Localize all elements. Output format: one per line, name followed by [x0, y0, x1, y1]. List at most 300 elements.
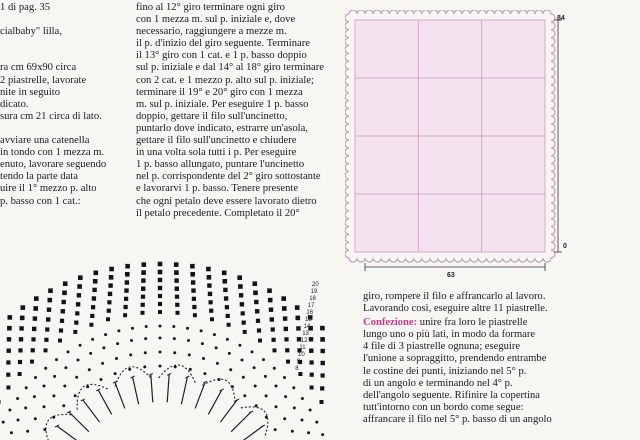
stitch-dot: [34, 376, 37, 379]
stitch-square: [158, 262, 163, 267]
stitch-stroke: [181, 377, 187, 404]
stitch-square: [207, 275, 212, 280]
stitch-square: [125, 272, 130, 277]
confezione-line-2: 4 file di 3 piastrelle ognuna; eseguire: [363, 341, 521, 353]
stitch-dot: [254, 385, 257, 388]
stitch-square: [158, 302, 162, 306]
crochet-chart: [0, 252, 340, 440]
stitch-dot: [186, 327, 189, 330]
stitch-square: [123, 313, 127, 317]
round-label: 16: [306, 310, 314, 316]
stitch-square: [270, 317, 274, 321]
right-intro-line-1: giro, rompere il filo e affrancarlo al lavoro.: [363, 291, 546, 302]
stitch-dot: [321, 433, 324, 436]
stitch-dot: [275, 385, 278, 388]
stitch-square: [8, 315, 13, 320]
petal-arc: [202, 379, 235, 403]
width-label: 63: [447, 272, 455, 279]
left-line-10: sura cm 21 circa di lato.: [0, 110, 102, 122]
stitch-square: [238, 284, 243, 289]
stitch-square: [284, 327, 288, 331]
section-heading: Confezione:: [363, 317, 418, 329]
stitch-square: [223, 288, 227, 292]
stitch-dot: [159, 365, 162, 368]
stitch-dot: [26, 430, 29, 433]
stitch-dot: [88, 368, 91, 371]
stitch-square: [78, 275, 83, 280]
stitch-dot: [16, 397, 19, 400]
stitch-square: [34, 296, 39, 301]
stitch-dot: [253, 366, 256, 369]
stitch-square: [47, 308, 51, 312]
stitch-dot: [189, 368, 192, 371]
round-label: 10: [298, 352, 305, 358]
stitch-square: [7, 337, 11, 341]
stitch-dot: [159, 351, 162, 354]
stitch-square: [309, 349, 313, 353]
stitch-square: [158, 270, 163, 275]
stitch-square: [243, 330, 247, 334]
middle-line-13: in una volta sola tutti i p. Per eseguire: [136, 147, 297, 159]
round-label: 18: [309, 296, 316, 302]
stitch-dot: [315, 421, 318, 424]
left-line-6: ra cm 69x90 circa: [0, 62, 77, 74]
confezione-line-4: le costine dei punti, iniziando nel 5° p.: [363, 365, 527, 377]
stitch-square: [207, 283, 211, 287]
stitch-square: [141, 270, 146, 275]
stitch-square: [7, 349, 11, 353]
stitch-square: [226, 314, 230, 318]
stitch-dot: [228, 352, 231, 355]
confezione-line-5: di un angolo e terminando nel 4° p.: [363, 377, 513, 389]
stitch-dot: [172, 325, 175, 328]
stitch-dot: [17, 419, 20, 422]
stitch-square: [31, 337, 35, 341]
stitch-dot: [43, 405, 46, 408]
confezione-line-7: tutt'intorno con un bordo come segue:: [363, 401, 524, 413]
stitch-dot: [273, 367, 276, 370]
stitch-square: [90, 314, 94, 318]
stitch-square: [286, 360, 290, 364]
stitch-square: [209, 300, 213, 304]
round-label: 20: [312, 282, 319, 288]
stitch-square: [310, 360, 314, 364]
stitch-square: [21, 305, 26, 310]
stitch-square: [257, 328, 261, 332]
stitch-dot: [24, 406, 27, 409]
stitch-square: [210, 317, 214, 321]
left-line-5: [0, 50, 120, 62]
stitch-dot: [145, 325, 148, 328]
stitch-dot: [216, 362, 219, 365]
left-line-3: cialbaby" lilla,: [0, 26, 62, 38]
stitch-square: [272, 338, 276, 342]
stitch-dot: [203, 372, 206, 375]
stitch-square: [107, 309, 111, 313]
middle-line-10: doppio, gettare il filo sull'uncinetto,: [136, 110, 288, 122]
left-line-2: [0, 14, 120, 26]
middle-line-8: terminare il 19° e 20° giro con 1 mezza: [136, 86, 303, 98]
stitch-dot: [242, 376, 245, 379]
left-line-9: dicato.: [0, 98, 29, 110]
stitch-square: [109, 275, 114, 280]
stitch-square: [321, 349, 325, 353]
stitch-dot: [116, 342, 119, 345]
stitch-dot: [262, 358, 265, 361]
middle-line-16: e lavorarvi 1 p. basso. Tenere presente: [136, 183, 299, 195]
stitch-stroke: [98, 390, 112, 415]
stitch-stroke: [208, 390, 222, 415]
stitch-square: [175, 295, 179, 299]
petal-arc: [159, 365, 196, 383]
round-label: 15: [305, 317, 312, 323]
stitch-square: [124, 288, 128, 292]
stitch-square: [33, 316, 37, 320]
stitch-square: [282, 306, 287, 311]
stitch-square: [125, 280, 129, 284]
stitch-square: [32, 327, 36, 331]
stitch-dot: [202, 357, 205, 360]
stitch-dot: [238, 344, 241, 347]
petal-arc: [241, 407, 268, 436]
stitch-square: [73, 330, 77, 334]
stitch-dot: [264, 375, 267, 378]
left-text-column: [0, 2, 120, 208]
stitch-square: [320, 326, 325, 331]
stitch-dot: [117, 329, 120, 332]
stitch-dot: [174, 365, 177, 368]
middle-line-12: gettare il filo sull'uncinetto e chiudere: [136, 135, 297, 147]
stitch-square: [158, 278, 162, 282]
middle-line-1: fino al 12° giro terminare ogni giro: [136, 2, 285, 13]
stitch-square: [18, 360, 22, 364]
stitch-stroke: [220, 400, 237, 422]
stitch-square: [190, 272, 195, 277]
stitch-dot: [79, 344, 82, 347]
stitch-square: [284, 337, 288, 341]
stitch-dot: [307, 431, 310, 434]
stitch-dot: [144, 351, 147, 354]
stitch-square: [191, 280, 195, 284]
left-line-1: 1 di pag. 35: [0, 2, 51, 13]
stitch-square: [44, 338, 48, 342]
stitch-dot: [74, 394, 77, 397]
stitch-stroke: [167, 374, 169, 402]
stitch-dot: [55, 358, 58, 361]
stitch-stroke: [241, 426, 264, 440]
round-label: 12: [300, 338, 308, 344]
stitch-square: [285, 348, 289, 352]
stitch-square: [30, 360, 34, 364]
stitch-dot: [115, 357, 118, 360]
round-label: 19: [310, 289, 318, 295]
stitch-stroke: [151, 374, 153, 402]
stitch-square: [240, 302, 244, 306]
stitch-square: [190, 264, 195, 269]
stitch-dot: [255, 404, 258, 407]
stitch-square: [109, 267, 114, 272]
stitch-square: [62, 300, 66, 304]
stitch-square: [271, 327, 275, 331]
middle-line-7: con 2 cat. e 1 mezzo p. alto sul p. iniziale;: [136, 74, 314, 86]
stitch-square: [320, 337, 325, 342]
round-label: 13: [302, 331, 309, 337]
stitch-square: [75, 311, 79, 315]
stitch-square: [321, 361, 325, 365]
stitch-square: [209, 309, 213, 313]
stitch-square: [92, 288, 96, 292]
stitch-square: [44, 348, 48, 352]
confezione-line-1: lungo uno o più lati, in modo da formare: [363, 329, 536, 341]
stitch-square: [239, 293, 243, 297]
stitch-square: [77, 293, 81, 297]
stitch-dot: [229, 368, 232, 371]
stitch-dot: [283, 417, 286, 420]
stitch-dot: [63, 385, 66, 388]
stitch-square: [193, 313, 197, 317]
stitch-square: [141, 311, 145, 315]
stitch-square: [6, 360, 10, 364]
stitch-square: [6, 373, 10, 377]
stitch-square: [310, 386, 314, 390]
stitch-square: [6, 386, 10, 390]
round-label: 8: [295, 366, 299, 372]
stitch-dot: [213, 333, 216, 336]
stitch-square: [92, 296, 96, 300]
stitch-square: [298, 372, 302, 376]
stitch-dot: [33, 395, 36, 398]
stitch-square: [174, 262, 179, 267]
middle-line-3: necessario, raggiungere a mezze m.: [136, 26, 287, 38]
stitch-square: [254, 300, 258, 304]
stitch-square: [62, 291, 67, 296]
stitch-dot: [53, 375, 56, 378]
stitch-dot: [67, 350, 70, 353]
left-line-8: nite in seguito: [0, 86, 61, 98]
stitch-square: [273, 348, 277, 352]
middle-line-18: il petalo precedente. Completato il 20°: [136, 207, 300, 219]
stitch-dot: [275, 405, 278, 408]
stitch-stroke: [133, 377, 139, 404]
chart-stitch-symbols: [0, 262, 325, 440]
stitch-square: [281, 296, 286, 301]
stitch-dot: [8, 409, 11, 412]
middle-line-5: il 13° giro con 1 cat. e 1 p. basso doppio: [136, 50, 307, 62]
stitch-square: [175, 303, 179, 307]
right-text-column: [363, 291, 603, 426]
stitch-square: [310, 373, 314, 377]
stitch-square: [91, 305, 95, 309]
stitch-dot: [104, 333, 107, 336]
round-label: 11: [299, 345, 306, 351]
left-line-4: [0, 38, 120, 50]
confezione-line-3: l'unione a sopraggitto, prendendo entrambe: [363, 353, 547, 365]
stitch-dot: [44, 367, 47, 370]
stitch-square: [48, 288, 53, 293]
stitch-dot: [43, 385, 46, 388]
stitch-square: [0, 400, 1, 404]
stitch-dot: [128, 368, 131, 371]
stitch-dot: [101, 362, 104, 365]
stitch-square: [320, 386, 324, 390]
stitch-square: [158, 286, 162, 290]
confezione-line-6: dell'angolo seguente. Rifinire la copertina: [363, 389, 540, 401]
stitch-square: [192, 297, 196, 301]
stitch-dot: [159, 325, 162, 328]
stitch-dot: [188, 353, 191, 356]
stitch-square: [142, 262, 147, 267]
left-line-12: avviare una catenella: [0, 135, 90, 147]
stitch-dot: [34, 417, 37, 420]
stitch-dot: [25, 386, 28, 389]
stitch-square: [18, 372, 22, 376]
stitch-dot: [144, 337, 147, 340]
stitch-square: [46, 317, 50, 321]
stitch-dot: [52, 394, 55, 397]
stitch-square: [242, 321, 246, 325]
left-line-15: tendo la parte data: [0, 171, 78, 183]
round-label: 14: [303, 324, 311, 330]
stitch-square: [174, 270, 179, 275]
stitch-stroke: [231, 412, 251, 432]
stitch-dot: [2, 421, 5, 424]
stitch-dot: [301, 419, 304, 422]
stitch-dot: [102, 346, 105, 349]
stitch-dot: [251, 350, 254, 353]
stitch-square: [224, 296, 228, 300]
stitch-square: [158, 310, 162, 314]
stitch-square: [309, 337, 313, 341]
stitch-square: [141, 278, 145, 282]
stitch-square: [48, 298, 53, 303]
stitch-square: [141, 295, 145, 299]
stitch-square: [176, 311, 180, 315]
stitch-square: [192, 305, 196, 309]
stitch-square: [108, 292, 112, 296]
middle-line-9: m. sul p. iniziale. Per eseguire 1 p. basso: [136, 98, 309, 110]
middle-text-column: [136, 2, 336, 220]
petal-arc: [77, 384, 108, 409]
stitch-square: [227, 323, 231, 327]
left-line-16: uire il 1° mezzo p. alto: [0, 183, 97, 195]
stitch-dot: [291, 430, 294, 433]
stitch-square: [19, 326, 23, 330]
stitch-square: [320, 400, 324, 404]
stitch-square: [124, 297, 128, 301]
stitch-square: [255, 309, 259, 313]
stitch-square: [267, 288, 272, 293]
stitch-dot: [77, 359, 80, 362]
blanket-diagram: [345, 10, 575, 280]
stitch-square: [76, 302, 80, 306]
stitch-square: [141, 303, 145, 307]
stitch-square: [296, 316, 301, 321]
stitch-dot: [62, 404, 65, 407]
left-line-11: [0, 123, 120, 135]
stitch-square: [283, 316, 287, 320]
stitch-dot: [86, 385, 89, 388]
stitch-square: [107, 300, 111, 304]
left-line-14: enuto, lavorare seguendo: [0, 159, 107, 171]
stitch-dot: [64, 366, 67, 369]
stitch-square: [7, 326, 12, 331]
stitch-dot: [173, 351, 176, 354]
stitch-dot: [75, 376, 78, 379]
confezione-body: [363, 329, 603, 426]
stitch-dot: [243, 394, 246, 397]
stitch-dot: [100, 378, 103, 381]
stitch-square: [206, 267, 211, 272]
stitch-square: [141, 287, 145, 291]
middle-line-6: sul p. iniziale e dal 14° al 18° giro terminare: [136, 62, 324, 74]
stitch-square: [256, 319, 260, 323]
middle-line-2: con 1 mezza m. sul p. iniziale e, dove: [136, 14, 296, 26]
stitch-dot: [129, 353, 132, 356]
confezione-line-8: affrancare il filo nel 5° p. basso di un angolo: [363, 413, 552, 425]
stitch-dot: [159, 337, 162, 340]
stitch-square: [61, 309, 65, 313]
stitch-square: [60, 319, 64, 323]
stitch-dot: [265, 394, 268, 397]
stitch-square: [191, 288, 195, 292]
stitch-square: [258, 339, 262, 343]
middle-line-15: nel p. corrispondente del 2° giro sottostante: [136, 171, 321, 183]
stitch-dot: [187, 339, 190, 342]
stitch-square: [33, 306, 38, 311]
stitch-dot: [226, 338, 229, 341]
stitch-square: [269, 308, 273, 312]
stitch-square: [93, 279, 98, 284]
stitch-square: [223, 279, 228, 284]
stitch-square: [19, 337, 23, 341]
left-line-13: in tondo con 1 mezza m.: [0, 147, 105, 159]
stitch-square: [158, 294, 162, 298]
stitch-dot: [274, 428, 277, 431]
stitch-square: [58, 339, 62, 343]
confezione-first-line: [363, 317, 603, 329]
stitch-square: [89, 323, 93, 327]
stitch-dot: [114, 372, 117, 375]
stitch-square: [63, 281, 68, 286]
stitch-square: [124, 305, 128, 309]
stitch-square: [175, 287, 179, 291]
stitch-square: [59, 328, 63, 332]
stitch-stroke: [195, 382, 205, 408]
corner-label: 0: [563, 243, 567, 250]
stitch-stroke: [69, 412, 89, 432]
round-label: 17: [307, 303, 315, 309]
stitch-square: [237, 275, 242, 280]
stitch-dot: [283, 376, 286, 379]
stitch-dot: [91, 338, 94, 341]
stitch-dot: [309, 409, 312, 412]
section-first-text: unire fra loro le piastrelle: [417, 317, 528, 329]
stitch-square: [174, 278, 178, 282]
stitch-dot: [131, 327, 134, 330]
stitch-square: [321, 373, 325, 377]
stitch-square: [208, 292, 212, 296]
stitch-square: [253, 281, 258, 286]
stitch-square: [125, 264, 130, 269]
stitch-square: [108, 283, 112, 287]
stitch-square: [106, 317, 110, 321]
stitch-dot: [284, 395, 287, 398]
stitch-dot: [10, 431, 13, 434]
stitch-dot: [241, 359, 244, 362]
stitch-square: [295, 305, 300, 310]
stitch-dot: [201, 342, 204, 345]
stitch-stroke: [57, 426, 80, 440]
